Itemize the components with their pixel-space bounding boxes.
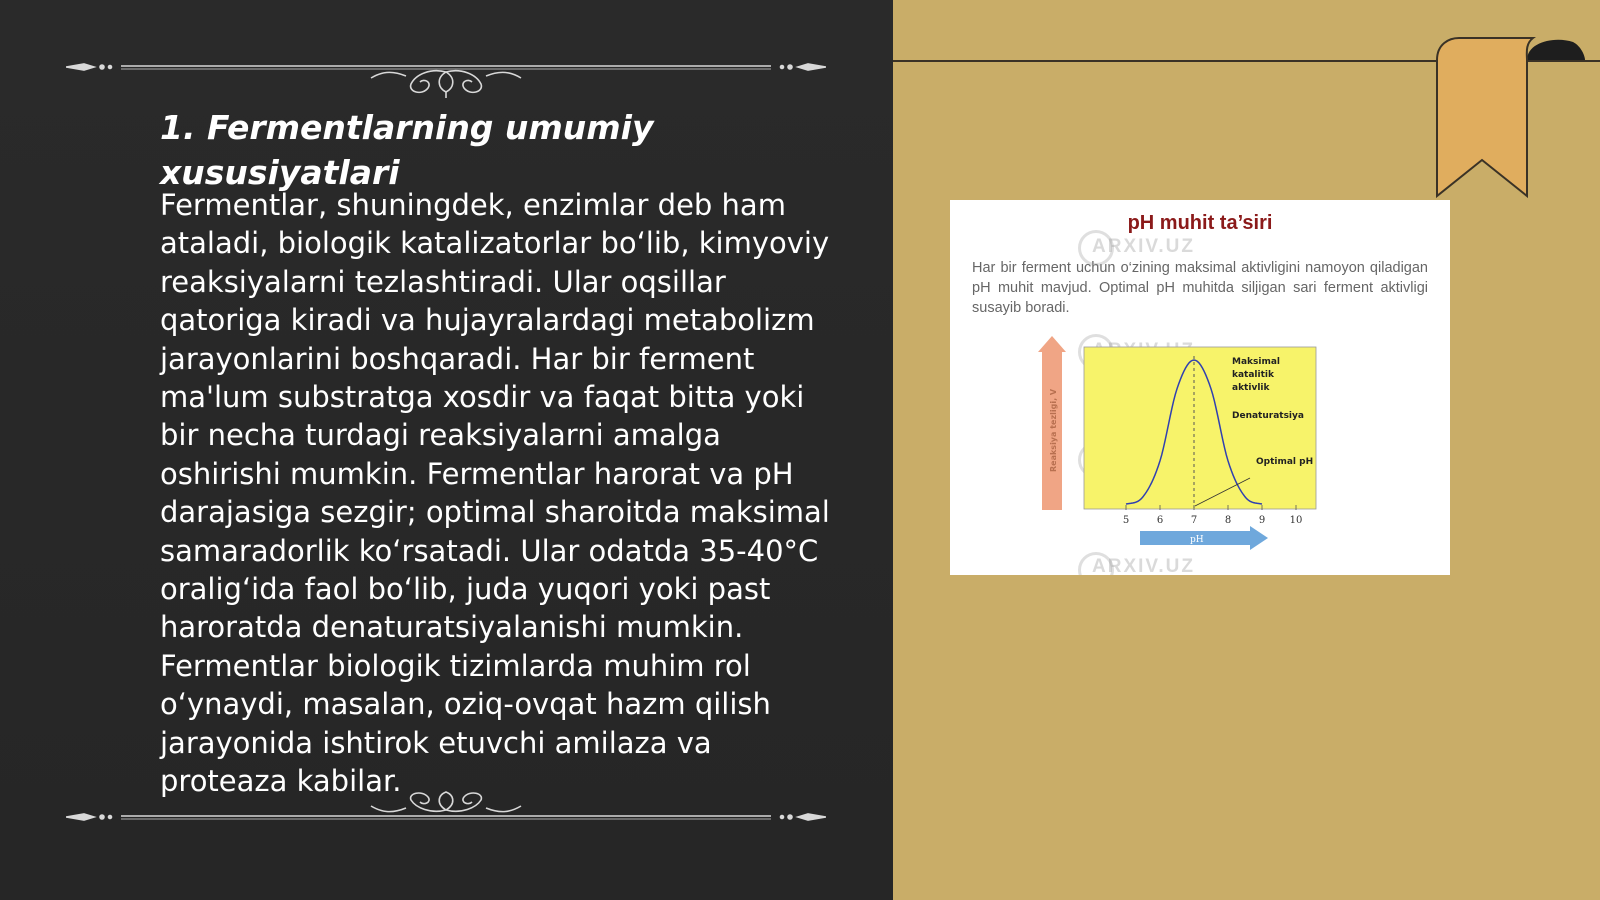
y-axis-label: Reaksiya tezligi, V [1049, 388, 1058, 472]
x-tick-label: 7 [1190, 515, 1198, 526]
ph-activity-chart [950, 200, 1450, 575]
figure-description: Har bir ferment uchun o‘zining maksimal aktivligini namoyon qiladigan pH muhit mavjud. Optimal pH muhitda siljigan sari ferment aktivligi susayib boradi. [972, 260, 1428, 316]
x-axis-label: pH [1190, 535, 1204, 545]
watermark-text: ARXIV.UZ [1092, 556, 1195, 575]
bookmark-ribbon-icon [1435, 36, 1585, 201]
annotation-max-line3: aktivlik [1232, 383, 1270, 393]
top-ornament [66, 48, 826, 98]
x-axis-arrow [1140, 526, 1268, 550]
figure-title: pH muhit ta’siri [1127, 212, 1273, 234]
x-tick-label: 6 [1156, 515, 1164, 526]
ph-effect-figure [950, 200, 1450, 575]
watermark-text: ARXIV.UZ [1092, 236, 1195, 257]
annotation-max-line2: katalitik [1232, 370, 1274, 380]
annotation-max-line1: Maksimal [1232, 357, 1280, 367]
slide-body-text: Fermentlar, shuningdek, enzimlar deb ham ataladi, biologik katalizatorlar bo‘lib, kimyoviy reaksiyalarni tezlashtiradi. Ular oqsillar qatoriga kiradi va hujayralardagi metabolizm jarayonlarini boshqaradi. Har bir ferment ma'lum substratga xosdir va faqat bitta yoki bir necha turdagi reaksiyalarni amalga oshirishi mumkin. Fermentlar harorat va pH darajasiga sezgir; optimal sharoitda maksimal samaradorlik ko‘rsatadi. Ular odatda 35-40°C oralig‘ida faol bo‘lib, juda yuqori yoki past haroratda denaturatsiyalanishi mumkin. Fermentlar biologik tizimlarda muhim rol o‘ynaydi, masalan, oziq-ovqat hazm qilish jarayonida ishtirok etuvchi amilaza va proteaza kabilar. [160, 188, 830, 799]
y-axis-arrowhead [1038, 336, 1066, 352]
x-tick-label: 9 [1258, 515, 1266, 526]
annotation-optimal-ph: Optimal pH [1256, 457, 1314, 467]
x-tick-label: 8 [1224, 515, 1232, 526]
plot-background [1084, 347, 1316, 509]
x-tick-label: 10 [1289, 515, 1303, 526]
slide-title: 1. Fermentlarning umumiy xususiyatlari [160, 108, 654, 192]
x-tick-label: 5 [1122, 515, 1130, 526]
annotation-denaturation: Denaturatsiya [1232, 411, 1304, 421]
